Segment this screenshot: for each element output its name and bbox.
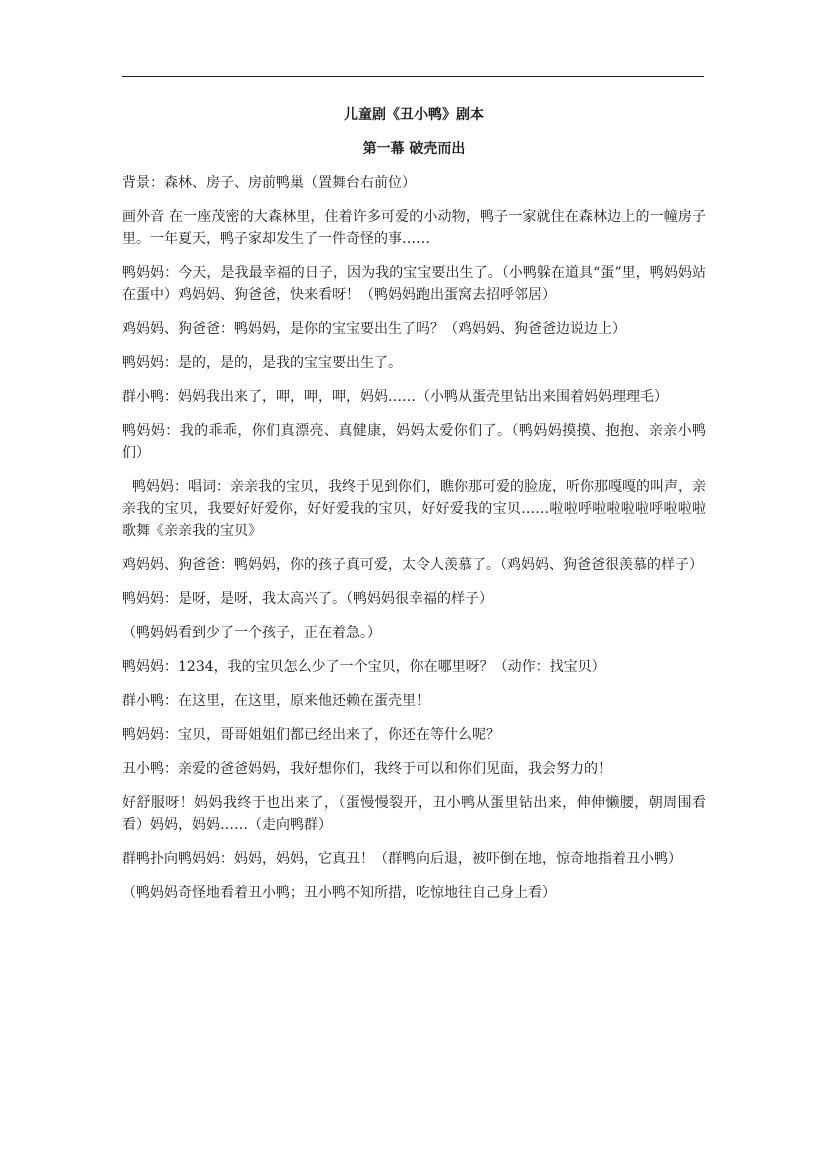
- paragraph-neighbors-2: 鸡妈妈、狗爸爸：鸭妈妈，你的孩子真可爱，太令人羡慕了。（鸡妈妈、狗爸爸很羡慕的样子）: [122, 557, 703, 573]
- paragraph-duck-mother-4: 鸭妈妈：是呀，是呀，我太高兴了。（鸭妈妈很幸福的样子）: [122, 591, 493, 607]
- paragraph-stage-direction-2: （鸭妈妈奇怪地看着丑小鸭；丑小鸭不知所措，吃惊地往自己身上看）: [122, 885, 556, 901]
- paragraph-duck-mother-2: 鸭妈妈：是的，是的，是我的宝宝要出生了。: [122, 355, 402, 371]
- document-title: 儿童剧《丑小鸭》剧本: [344, 107, 484, 123]
- paragraph-duck-mother-3: 鸭妈妈：我的乖乖，你们真漂亮、真健康，妈妈太爱你们了。（鸭妈妈摸摸、抱抱、亲亲小鸭们）: [122, 423, 706, 461]
- paragraph-stage-direction-1: （鸭妈妈看到少了一个孩子，正在着急。）: [122, 625, 381, 641]
- paragraph-ducklings-3: 群鸭扑向鸭妈妈：妈妈，妈妈，它真丑！（群鸭向后退，被吓倒在地，惊奇地指着丑小鸭）: [122, 851, 682, 867]
- paragraph-duck-mother-1: 鸭妈妈：今天，是我最幸福的日子，因为我的宝宝要出生了。（小鸭躲在道具“蛋”里，鸭妈妈站在蛋中）鸡妈妈、狗爸爸，快来看呀！（鸭妈妈跑出蛋窝去招呼邻居）: [122, 265, 706, 303]
- paragraph-background: 背景：森林、房子、房前鸭巢（置舞台右前位）: [122, 175, 416, 191]
- document-body: [122, 104, 706, 916]
- header-rule: [122, 76, 704, 77]
- paragraph-duck-mother-5: 鸭妈妈：1234，我的宝贝怎么少了一个宝贝，你在哪里呀？（动作：找宝贝）: [122, 659, 606, 675]
- paragraph-lyrics: 鸭妈妈：唱词：亲亲我的宝贝，我终于见到你们，瞧你那可爱的脸庞，听你那嘎嘎的叫声，亲亲我的宝贝，我要好好爱你，好好爱我的宝贝，好好爱我的宝贝……啦啦呼啦啦啦啦呼啦啦啦 歌舞《亲亲我的宝贝》: [122, 479, 706, 539]
- paragraph-narration: 画外音 在一座茂密的大森林里，住着许多可爱的小动物，鸭子一家就住在森林边上的一幢房子里。一年夏天，鸭子家却发生了一件奇怪的事……: [122, 209, 706, 247]
- act-title: 第一幕 破壳而出: [362, 141, 466, 157]
- paragraph-duck-mother-6: 鸭妈妈：宝贝，哥哥姐姐们都已经出来了，你还在等什么呢？: [122, 727, 500, 743]
- paragraph-ducklings-2: 群小鸭：在这里，在这里，原来他还赖在蛋壳里！: [122, 693, 430, 709]
- paragraph-ugly-duckling-2: 好舒服呀！妈妈我终于也出来了，（蛋慢慢裂开，丑小鸭从蛋里钻出来，伸伸懒腰，朝周围看看）妈妈，妈妈……（走向鸭群）: [122, 795, 706, 833]
- paragraph-ducklings-1: 群小鸭：妈妈我出来了，呷，呷，呷，妈妈……（小鸭从蛋壳里钻出来围着妈妈理理毛）: [122, 389, 668, 405]
- paragraph-ugly-duckling-1: 丑小鸭：亲爱的爸爸妈妈，我好想你们，我终于可以和你们见面，我会努力的！: [122, 761, 612, 777]
- paragraph-neighbors-1: 鸡妈妈、狗爸爸：鸭妈妈，是你的宝宝要出生了吗？（鸡妈妈、狗爸爸边说边上）: [122, 321, 626, 337]
